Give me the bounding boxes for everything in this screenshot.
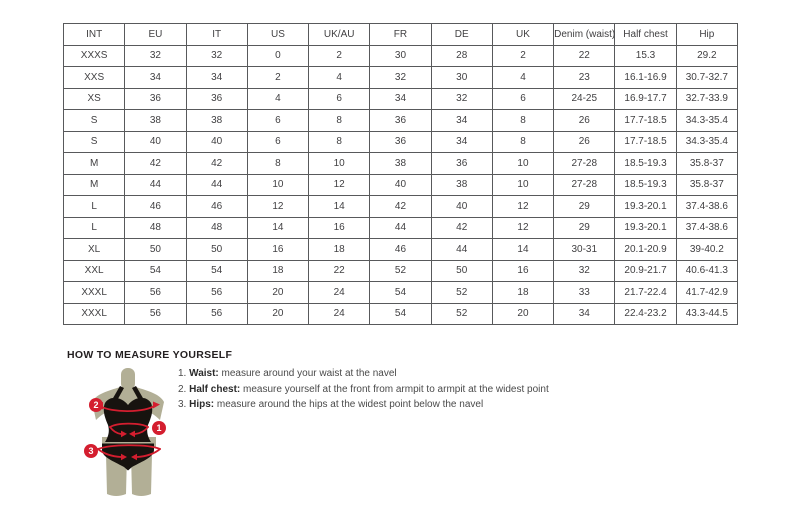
table-cell: 54 xyxy=(186,260,247,282)
mannequin-illustration xyxy=(70,364,190,504)
measure-badge-hips: 3 xyxy=(84,444,98,458)
table-cell: 18 xyxy=(492,282,553,304)
table-cell: 17.7-18.5 xyxy=(615,131,676,153)
table-cell: 22 xyxy=(554,45,615,67)
table-cell: 29.2 xyxy=(676,45,737,67)
table-cell: 4 xyxy=(247,88,308,110)
table-cell: 40 xyxy=(186,131,247,153)
table-cell: XXL xyxy=(64,260,125,282)
table-cell: 34 xyxy=(186,67,247,89)
table-cell: 44 xyxy=(431,239,492,261)
table-cell: 36 xyxy=(186,88,247,110)
column-header: DE xyxy=(431,24,492,46)
table-cell: 34 xyxy=(554,303,615,325)
table-cell: L xyxy=(64,196,125,218)
table-cell: 16.1-16.9 xyxy=(615,67,676,89)
table-cell: 37.4-38.6 xyxy=(676,196,737,218)
step-text: measure around the hips at the widest point below the navel xyxy=(214,399,484,410)
table-row xyxy=(64,260,738,282)
table-cell: 19.3-20.1 xyxy=(615,196,676,218)
table-cell: 30 xyxy=(370,45,431,67)
table-cell: 42 xyxy=(125,153,186,175)
table-cell: 34 xyxy=(431,110,492,132)
table-row xyxy=(64,67,738,89)
step-label: Hips: xyxy=(189,399,215,410)
step-number: 3. xyxy=(178,399,190,410)
table-row xyxy=(64,153,738,175)
size-table-body xyxy=(64,45,738,325)
table-cell: 34.3-35.4 xyxy=(676,131,737,153)
table-cell: 18.5-19.3 xyxy=(615,174,676,196)
column-header: Half chest xyxy=(615,24,676,46)
table-cell: 30-31 xyxy=(554,239,615,261)
table-cell: 20 xyxy=(247,282,308,304)
column-header: FR xyxy=(370,24,431,46)
table-cell: 34 xyxy=(125,67,186,89)
table-cell: 36 xyxy=(370,131,431,153)
table-cell: 32.7-33.9 xyxy=(676,88,737,110)
table-cell: 8 xyxy=(309,131,370,153)
table-cell: M xyxy=(64,174,125,196)
table-row xyxy=(64,45,738,67)
table-cell: 12 xyxy=(309,174,370,196)
table-row xyxy=(64,174,738,196)
step-number: 1. xyxy=(178,368,190,379)
step-number: 2. xyxy=(178,383,190,395)
step-label: Waist: xyxy=(189,368,219,379)
table-cell: 10 xyxy=(492,174,553,196)
table-cell: 8 xyxy=(492,110,553,132)
size-chart-table xyxy=(63,23,738,325)
table-cell: 6 xyxy=(247,110,308,132)
table-cell: 52 xyxy=(431,282,492,304)
table-cell: 44 xyxy=(125,174,186,196)
table-cell: 26 xyxy=(554,110,615,132)
table-cell: 52 xyxy=(370,260,431,282)
table-cell: 54 xyxy=(370,282,431,304)
measure-step xyxy=(178,385,549,395)
table-cell: 23 xyxy=(554,67,615,89)
measure-step xyxy=(178,369,549,379)
table-cell: 42 xyxy=(431,217,492,239)
table-cell: 30.7-32.7 xyxy=(676,67,737,89)
measure-badge-waist: 1 xyxy=(152,421,166,435)
table-cell: 54 xyxy=(125,260,186,282)
table-cell: 37.4-38.6 xyxy=(676,217,737,239)
table-cell: 56 xyxy=(125,282,186,304)
table-cell: 14 xyxy=(247,217,308,239)
table-cell: 56 xyxy=(125,303,186,325)
table-cell: 12 xyxy=(247,196,308,218)
table-cell: 50 xyxy=(431,260,492,282)
table-cell: 44 xyxy=(370,217,431,239)
table-cell: 50 xyxy=(125,239,186,261)
table-cell: 56 xyxy=(186,282,247,304)
table-cell: 16 xyxy=(492,260,553,282)
table-cell: 32 xyxy=(125,45,186,67)
table-cell: 46 xyxy=(370,239,431,261)
table-cell: 6 xyxy=(247,131,308,153)
table-cell: 29 xyxy=(554,217,615,239)
table-cell: 20.9-21.7 xyxy=(615,260,676,282)
mannequin-figure-graphic xyxy=(70,364,190,504)
column-header: Denim (waist) xyxy=(554,24,615,46)
table-cell: 10 xyxy=(492,153,553,175)
table-cell: 39-40.2 xyxy=(676,239,737,261)
table-row xyxy=(64,282,738,304)
table-cell: L xyxy=(64,217,125,239)
table-cell: 48 xyxy=(186,217,247,239)
table-cell: 16 xyxy=(309,217,370,239)
table-cell: 8 xyxy=(247,153,308,175)
table-cell: 34 xyxy=(370,88,431,110)
table-cell: 24-25 xyxy=(554,88,615,110)
table-cell: 4 xyxy=(492,67,553,89)
table-cell: 36 xyxy=(431,153,492,175)
table-cell: 32 xyxy=(431,88,492,110)
table-cell: M xyxy=(64,153,125,175)
table-cell: 32 xyxy=(554,260,615,282)
table-cell: 8 xyxy=(492,131,553,153)
mannequin-neck xyxy=(121,368,135,390)
table-cell: 16.9-17.7 xyxy=(615,88,676,110)
column-header: US xyxy=(247,24,308,46)
table-cell: 46 xyxy=(186,196,247,218)
table-cell: XXXS xyxy=(64,45,125,67)
table-cell: 28 xyxy=(431,45,492,67)
table-cell: 10 xyxy=(309,153,370,175)
table-cell: 2 xyxy=(492,45,553,67)
table-cell: 12 xyxy=(492,217,553,239)
size-table-header-row xyxy=(64,24,738,46)
table-row xyxy=(64,303,738,325)
table-cell: 29 xyxy=(554,196,615,218)
table-cell: 36 xyxy=(125,88,186,110)
table-cell: 42 xyxy=(370,196,431,218)
table-cell: 19.3-20.1 xyxy=(615,217,676,239)
table-cell: 22.4-23.2 xyxy=(615,303,676,325)
table-row xyxy=(64,196,738,218)
table-cell: 6 xyxy=(492,88,553,110)
table-cell: 50 xyxy=(186,239,247,261)
table-cell: 40.6-41.3 xyxy=(676,260,737,282)
table-cell: 24 xyxy=(309,282,370,304)
column-header: UK xyxy=(492,24,553,46)
table-cell: 22 xyxy=(309,260,370,282)
table-cell: 12 xyxy=(492,196,553,218)
table-cell: 14 xyxy=(309,196,370,218)
table-cell: 27-28 xyxy=(554,153,615,175)
step-text: measure yourself at the front from armpit to armpit at the widest point xyxy=(240,383,549,395)
table-cell: XS xyxy=(64,88,125,110)
table-cell: 35.8-37 xyxy=(676,153,737,175)
table-cell: 4 xyxy=(309,67,370,89)
table-cell: XXXL xyxy=(64,282,125,304)
table-cell: 52 xyxy=(431,303,492,325)
measure-badge-half-chest: 2 xyxy=(89,398,103,412)
table-cell: 54 xyxy=(370,303,431,325)
table-cell: 44 xyxy=(186,174,247,196)
table-cell: XXS xyxy=(64,67,125,89)
step-text: measure around your waist at the navel xyxy=(218,368,397,379)
table-cell: 30 xyxy=(431,67,492,89)
table-cell: 6 xyxy=(309,88,370,110)
step-label: Half chest: xyxy=(189,383,241,395)
table-cell: 27-28 xyxy=(554,174,615,196)
table-cell: S xyxy=(64,110,125,132)
table-cell: 46 xyxy=(125,196,186,218)
table-cell: 24 xyxy=(309,303,370,325)
table-cell: 33 xyxy=(554,282,615,304)
table-cell: 38 xyxy=(431,174,492,196)
measure-step xyxy=(178,400,549,410)
table-cell: 26 xyxy=(554,131,615,153)
table-cell: 17.7-18.5 xyxy=(615,110,676,132)
table-cell: 40 xyxy=(125,131,186,153)
table-row xyxy=(64,239,738,261)
table-cell: 18 xyxy=(247,260,308,282)
table-cell: 18 xyxy=(309,239,370,261)
table-cell: XXXL xyxy=(64,303,125,325)
measure-section-heading: HOW TO MEASURE YOURSELF xyxy=(67,349,233,361)
table-cell: 16 xyxy=(247,239,308,261)
table-row xyxy=(64,217,738,239)
table-row xyxy=(64,131,738,153)
table-cell: 0 xyxy=(247,45,308,67)
table-cell: 10 xyxy=(247,174,308,196)
table-row xyxy=(64,88,738,110)
column-header: EU xyxy=(125,24,186,46)
column-header: UK/AU xyxy=(309,24,370,46)
table-cell: 42 xyxy=(186,153,247,175)
table-cell: 40 xyxy=(370,174,431,196)
table-cell: 20 xyxy=(492,303,553,325)
table-cell: 34.3-35.4 xyxy=(676,110,737,132)
table-cell: 20.1-20.9 xyxy=(615,239,676,261)
table-cell: 38 xyxy=(370,153,431,175)
measure-steps xyxy=(178,369,549,416)
table-cell: 38 xyxy=(125,110,186,132)
table-cell: 36 xyxy=(370,110,431,132)
table-cell: 38 xyxy=(186,110,247,132)
table-cell: 32 xyxy=(370,67,431,89)
column-header: IT xyxy=(186,24,247,46)
column-header: Hip xyxy=(676,24,737,46)
table-cell: 43.3-44.5 xyxy=(676,303,737,325)
table-cell: 32 xyxy=(186,45,247,67)
table-cell: 48 xyxy=(125,217,186,239)
table-cell: 8 xyxy=(309,110,370,132)
table-cell: 40 xyxy=(431,196,492,218)
table-cell: 2 xyxy=(309,45,370,67)
table-cell: 35.8-37 xyxy=(676,174,737,196)
table-cell: 18.5-19.3 xyxy=(615,153,676,175)
table-cell: 2 xyxy=(247,67,308,89)
table-cell: 20 xyxy=(247,303,308,325)
table-cell: 21.7-22.4 xyxy=(615,282,676,304)
column-header: INT xyxy=(64,24,125,46)
table-cell: XL xyxy=(64,239,125,261)
table-cell: 56 xyxy=(186,303,247,325)
table-cell: 41.7-42.9 xyxy=(676,282,737,304)
table-cell: 34 xyxy=(431,131,492,153)
table-cell: 15.3 xyxy=(615,45,676,67)
table-cell: S xyxy=(64,131,125,153)
table-cell: 14 xyxy=(492,239,553,261)
table-row xyxy=(64,110,738,132)
